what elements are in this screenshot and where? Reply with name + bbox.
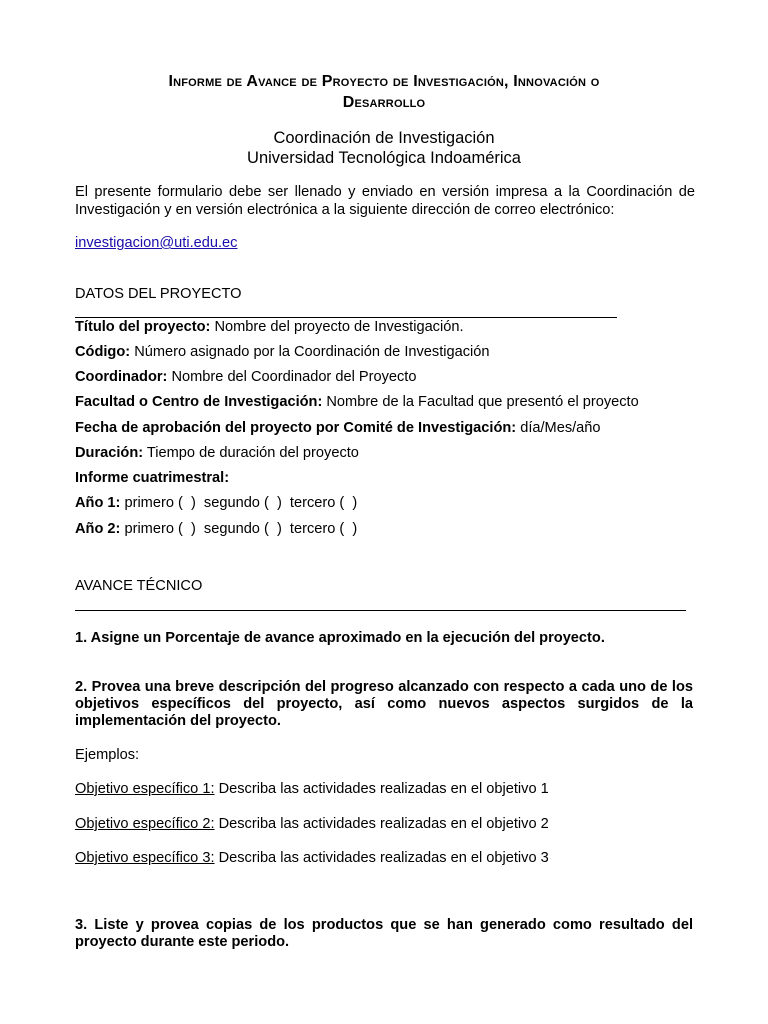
title-line-2: Desarrollo — [342, 94, 426, 111]
field-project-title — [75, 318, 705, 336]
objective-1 — [75, 780, 705, 798]
project-data-heading: DATOS DEL PROYECTO — [75, 286, 242, 302]
field-label: Coordinador: — [75, 369, 168, 385]
field-value: día/Mes/año — [520, 420, 601, 436]
objective-label: Objetivo específico 2: — [75, 816, 215, 832]
field-value: Nombre del Coordinador del Proyecto — [171, 369, 417, 385]
field-value: Nombre del proyecto de Investigación. — [214, 319, 464, 335]
objective-2 — [75, 815, 705, 833]
technical-heading: AVANCE TÉCNICO — [75, 578, 203, 594]
question-1: 1. Asigne un Porcentaje de avance aproximado en la ejecución del proyecto. — [75, 630, 605, 646]
objective-label: Objetivo específico 3: — [75, 850, 215, 866]
field-label: Duración: — [75, 445, 144, 461]
field-code — [75, 343, 705, 361]
question-3: 3. Liste y provea copias de los productos que se han generado como resultado del proyecto durante este periodo. — [75, 917, 693, 950]
objective-3 — [75, 849, 705, 867]
document-title — [75, 71, 693, 113]
objective-text: Describa las actividades realizadas en el objetivo 2 — [218, 816, 549, 832]
year-label: Año 2: — [75, 521, 121, 537]
intro-paragraph: El presente formulario debe ser llenado y enviado en versión impresa a la Coordinación de Investigación y en versión electrónica a la siguiente dirección de correo electrónico: — [75, 184, 695, 218]
field-label: Fecha de aprobación del proyecto por Comité de Investigación: — [75, 420, 517, 436]
field-duration — [75, 444, 705, 462]
field-value: Nombre de la Facultad que presentó el proyecto — [326, 394, 639, 410]
field-approval-date — [75, 419, 705, 437]
field-report-period — [75, 469, 705, 487]
field-coordinator — [75, 368, 705, 386]
question-2: 2. Provea una breve descripción del progreso alcanzado con respecto a cada uno de los objetivos específicos del proyecto, así como nuevos aspectos surgidos de la implementación del proyecto. — [75, 679, 693, 729]
year-options: primero ( ) segundo ( ) tercero ( ) — [124, 521, 358, 537]
field-label: Informe cuatrimestral: — [75, 470, 230, 486]
coordination-name: Coordinación de Investigación — [273, 129, 495, 147]
field-value: Número asignado por la Coordinación de Investigación — [134, 344, 490, 360]
title-line-1: Informe de Avance de Proyecto de Investigación, Innovación o — [168, 73, 600, 90]
field-label: Título del proyecto: — [75, 319, 211, 335]
document-subtitle — [75, 128, 693, 168]
examples-label: Ejemplos: — [75, 747, 140, 763]
year-label: Año 1: — [75, 495, 121, 511]
university-name: Universidad Tecnológica Indoamérica — [247, 149, 521, 167]
objective-label: Objetivo específico 1: — [75, 781, 215, 797]
field-label: Código: — [75, 344, 131, 360]
year-options: primero ( ) segundo ( ) tercero ( ) — [124, 495, 358, 511]
objective-text: Describa las actividades realizadas en el objetivo 3 — [218, 850, 549, 866]
objective-text: Describa las actividades realizadas en el objetivo 1 — [218, 781, 549, 797]
field-label: Facultad o Centro de Investigación: — [75, 394, 323, 410]
technical-divider — [75, 610, 686, 611]
field-year-1 — [75, 494, 705, 512]
contact-email-link[interactable]: investigacion@uti.edu.ec — [75, 235, 238, 251]
field-value: Tiempo de duración del proyecto — [146, 445, 359, 461]
field-faculty — [75, 393, 705, 411]
field-year-2 — [75, 520, 705, 538]
